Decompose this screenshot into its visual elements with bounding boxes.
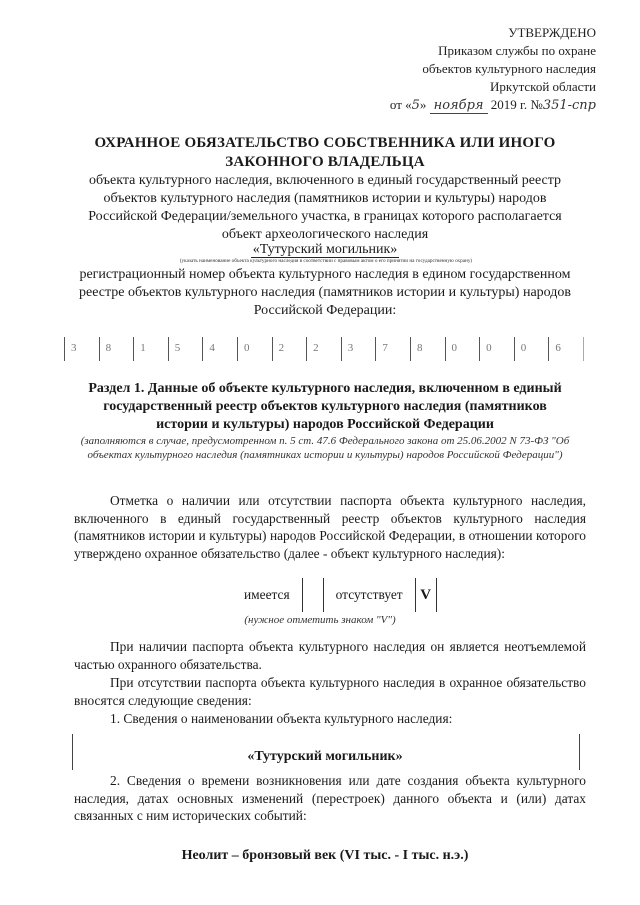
date-year: 2019 г. № xyxy=(490,97,543,112)
registration-number-grid xyxy=(64,337,584,365)
option-have-checkbox[interactable] xyxy=(302,578,324,612)
object-name-text: «Тутурский могильник» xyxy=(252,242,398,257)
option-have-label: имеется xyxy=(244,587,290,602)
registration-digit: 0 xyxy=(479,337,514,361)
registration-digit: 1 xyxy=(133,337,168,361)
registration-digit: 2 xyxy=(306,337,341,361)
section-1-title: Раздел 1. Данные об объекте культурного наследия, включенном в единый государственный реестр объектов культурного наследия (памятников истории и культуры) народов Российской Федерации xyxy=(88,381,562,432)
approval-stamp xyxy=(336,24,596,115)
registration-digit: 3 xyxy=(64,337,99,361)
date-mid: » xyxy=(419,97,427,112)
item-2-value: Неолит – бронзовый век (VI тыс. - I тыс. н.э.) xyxy=(181,848,469,863)
order-number: 351-спр xyxy=(542,98,596,113)
registration-digit: 0 xyxy=(445,337,480,361)
passport-paragraph: Отметка о наличии или отсутствии паспорта объекта культурного наследия, включенного в единый государственный реестр объектов культурного наследия (памятников истории и культуры) народов Российской Федерации, в отношении которого утверждено охранное обязательство (далее - объект культурного наследия): xyxy=(74,493,586,561)
document-subtitle: объекта культурного наследия, включенного в единый государственный реестр объектов культурного наследия (памятников истории и культуры) народов Российской Федерации/земельного участка, в границах которого располагается объект археологического наследия xyxy=(88,173,562,242)
date-month: ноября xyxy=(430,98,488,114)
approval-status: УТВЕРЖДЕНО xyxy=(508,25,596,40)
approval-line-3: Иркутской области xyxy=(490,79,596,94)
approval-line-2: объектов культурного наследия xyxy=(422,61,596,76)
registration-digit: 7 xyxy=(375,337,410,361)
date-prefix: от « xyxy=(389,97,412,112)
registration-digit: 0 xyxy=(237,337,272,361)
object-name-header xyxy=(70,241,580,259)
registration-digit: 8 xyxy=(410,337,445,361)
registration-digit: 5 xyxy=(168,337,203,361)
registration-digit: 3 xyxy=(341,337,376,361)
approval-date-line xyxy=(336,96,596,115)
registration-digit: 6 xyxy=(548,337,584,361)
registration-digit: 0 xyxy=(514,337,549,361)
section-1-note: (заполняются в случае, предусмотренном п. 5 ст. 47.6 Федерального закона от 25.06.2002 N 73-ФЗ "Об объектах культурного наследия (памятниках истории и культуры) народов Российской Федерации") xyxy=(80,435,570,461)
item-1-label: 1. Сведения о наименовании объекта культурного наследия: xyxy=(110,711,453,726)
option-absent-checkbox[interactable]: V xyxy=(415,578,437,612)
option-absent-label: отсутствует xyxy=(335,587,403,602)
passport-absent-paragraph: При отсутствии паспорта объекта культурного наследия в охранное обязательство вносятся следующие сведения: xyxy=(74,675,586,708)
registration-digit: 2 xyxy=(272,337,307,361)
passport-mark-row xyxy=(238,578,443,612)
object-name-hint: (указать наименование объекта культурного наследия в соответствии с правовым актом о его принятии на государственную охрану) xyxy=(179,258,473,264)
date-day: 5 xyxy=(411,98,420,113)
item-1-value: «Тутурский могильник» xyxy=(247,749,403,764)
approval-line-1: Приказом службы по охране xyxy=(438,43,596,58)
registration-caption: регистрационный номер объекта культурного наследия в едином государственном реестре объектов культурного наследия (памятников истории и культуры) народов Российской Федерации: xyxy=(79,267,571,318)
document-title: ОХРАННОЕ ОБЯЗАТЕЛЬСТВО СОБСТВЕННИКА ИЛИ ИНОГО ЗАКОННОГО ВЛАДЕЛЬЦА xyxy=(94,135,556,170)
passport-present-paragraph: При наличии паспорта объекта культурного наследия он является неотъемлемой частью охранного обязательства. xyxy=(74,639,586,672)
item-2-label: 2. Сведения о времени возникновения или дате создания объекта культурного наследия, датах основных изменений (перестроек) данного объекта и (или) датах связанных с ним исторических событий: xyxy=(74,773,586,823)
mark-note: (нужное отметить знаком "V") xyxy=(244,614,396,626)
registration-digit: 4 xyxy=(202,337,237,361)
registration-digit: 8 xyxy=(99,337,134,361)
